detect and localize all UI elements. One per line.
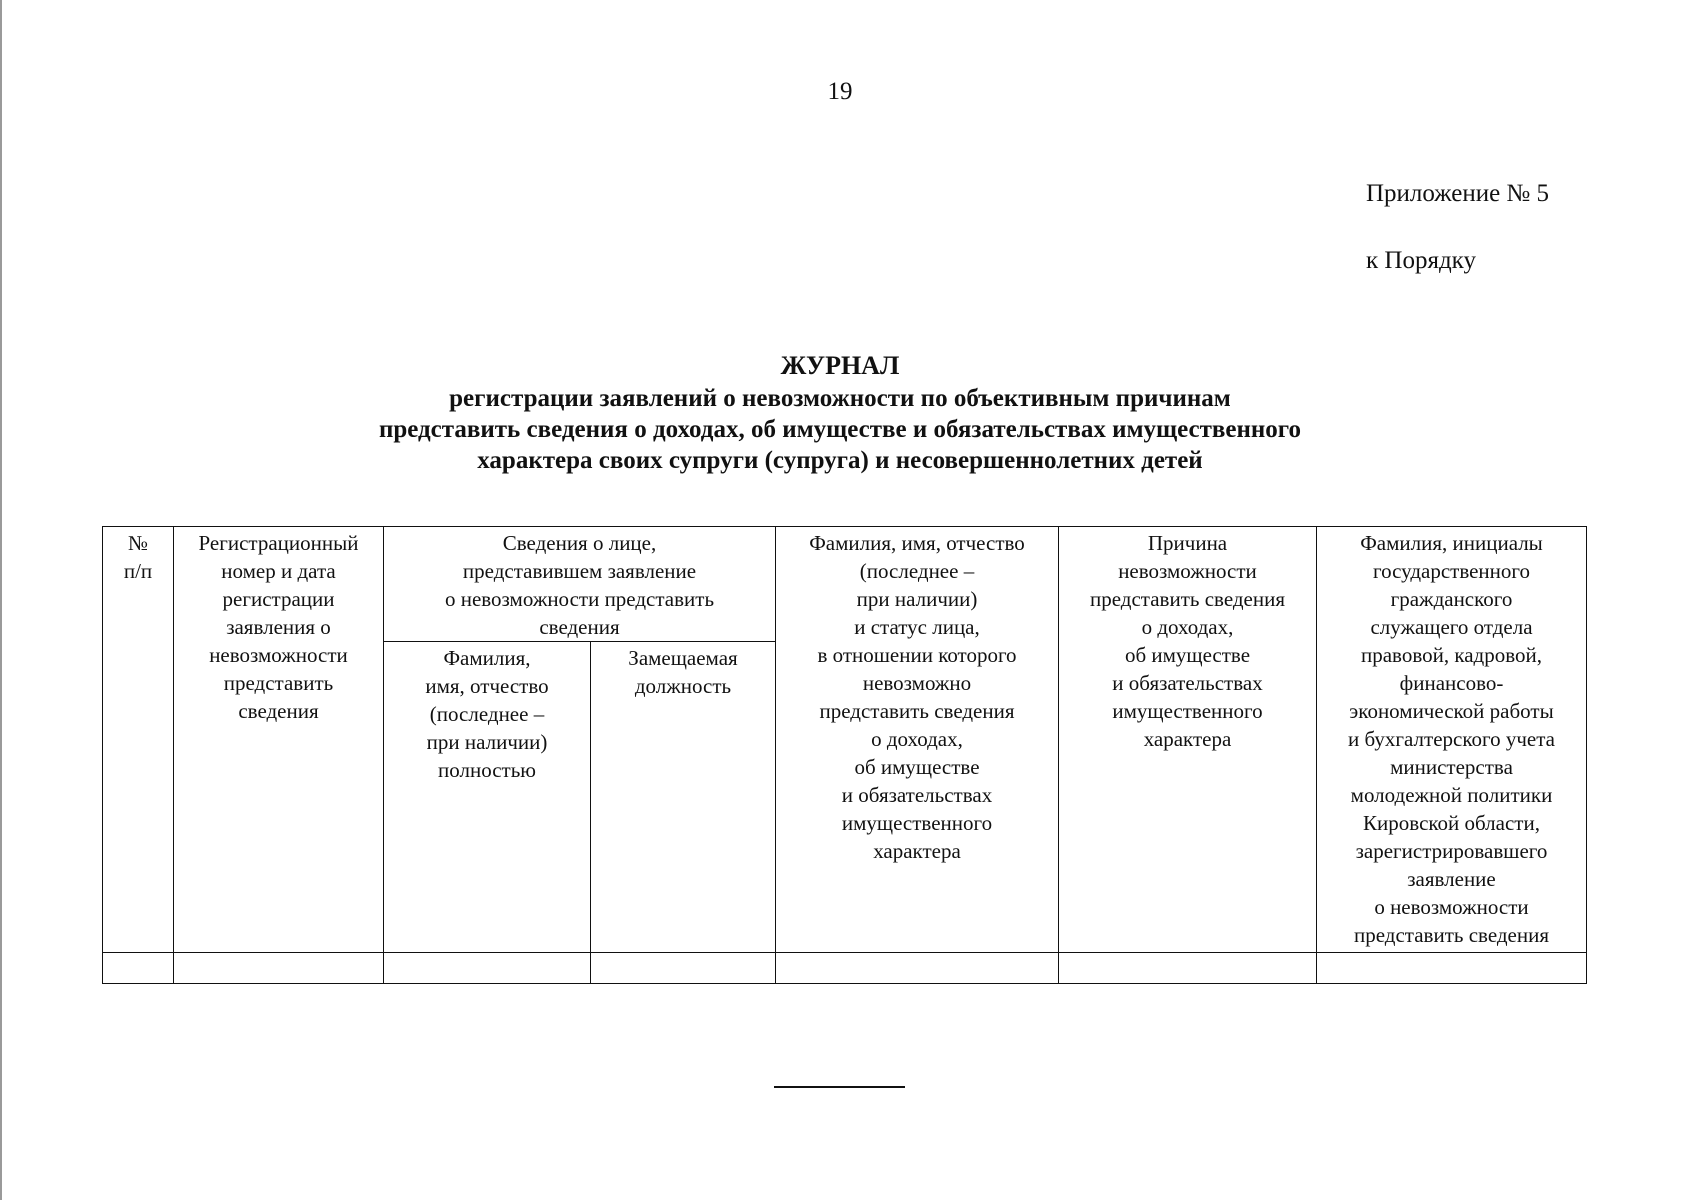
header-text-line: представить: [223, 671, 334, 695]
header-text-line: заявление: [1407, 867, 1496, 891]
header-registration: [174, 527, 384, 953]
header-registrar: [1317, 527, 1587, 953]
header-applicant-group: [384, 527, 776, 642]
header-applicant-name: [384, 642, 591, 953]
header-text-line: и обязательствах: [1112, 671, 1263, 695]
header-text-line: о невозможности: [1374, 895, 1529, 919]
header-text-line: п/п: [123, 559, 153, 583]
header-text-line: Сведения о лице,: [502, 531, 657, 555]
header-text-line: заявления о: [226, 615, 331, 639]
title-main: ЖУРНАЛ: [780, 351, 900, 380]
header-text-line: служащего отдела: [1370, 615, 1533, 639]
header-text-line: представить сведения: [819, 699, 1015, 723]
header-text-line: (последнее –: [859, 559, 975, 583]
header-text-line: характера: [1143, 727, 1232, 751]
header-number: [103, 527, 174, 953]
header-text-line: представить сведения: [1354, 923, 1549, 947]
table-cell: [1317, 953, 1587, 984]
header-text-line: номер и дата: [221, 559, 336, 583]
header-text-line: и статус лица,: [854, 615, 980, 639]
header-text-line: финансово-: [1399, 671, 1504, 695]
header-text-line: о доходах,: [871, 727, 963, 751]
header-text-line: Фамилия,: [443, 646, 531, 670]
table-cell: [776, 953, 1059, 984]
header-text-line: Кировской области,: [1363, 811, 1540, 835]
title-line-3: характера своих супруги (супруга) и несовершеннолетних детей: [477, 447, 1203, 474]
header-text-line: имущественного: [1112, 699, 1263, 723]
footer-divider: [774, 1086, 905, 1088]
header-text-line: сведения: [539, 615, 620, 639]
header-text-line: Фамилия, имя, отчество: [809, 531, 1025, 555]
header-text-line: государственного: [1372, 559, 1531, 583]
table-cell: [384, 953, 591, 984]
document-title: [0, 350, 1680, 476]
table-cell: [1059, 953, 1317, 984]
header-text-line: Причина: [1147, 531, 1228, 555]
table-row: [103, 953, 1587, 984]
header-text-line: должность: [634, 674, 732, 698]
header-text-line: молодежной политики: [1350, 783, 1553, 807]
header-text-line: невозможности: [209, 643, 348, 667]
header-text-line: в отношении которого: [817, 643, 1017, 667]
journal-table: [102, 526, 1587, 984]
header-text-line: (последнее –: [429, 702, 545, 726]
header-text-line: представившем заявление: [462, 559, 697, 583]
title-line-2: представить сведения о доходах, об имуществе и обязательствах имущественного: [378, 416, 1302, 443]
header-text-line: зарегистрировавшего: [1355, 839, 1548, 863]
header-text-line: экономической работы: [1349, 699, 1554, 723]
header-related-person: [776, 527, 1059, 953]
table-cell: [591, 953, 776, 984]
header-text-line: и бухгалтерского учета: [1348, 727, 1555, 751]
table-cell: [174, 953, 384, 984]
header-text-line: гражданского: [1390, 587, 1513, 611]
header-text-line: правовой, кадровой,: [1361, 643, 1542, 667]
header-text-line: №: [127, 531, 149, 555]
header-text-line: характера: [873, 839, 961, 863]
header-text-line: невозможно: [862, 671, 972, 695]
header-text-line: и обязательствах: [841, 783, 993, 807]
header-text-line: при наличии): [426, 730, 548, 754]
header-applicant-position: [591, 642, 776, 953]
header-text-line: при наличии): [856, 587, 978, 611]
header-text-line: регистрации: [222, 587, 335, 611]
header-text-line: имущественного: [841, 811, 993, 835]
header-text-line: Замещаемая: [628, 646, 738, 670]
header-text-line: представить сведения: [1090, 587, 1285, 611]
header-text-line: Регистрационный: [198, 531, 359, 555]
title-line-1: регистрации заявлений о невозможности по объективным причинам: [449, 385, 1231, 412]
header-text-line: невозможности: [1118, 559, 1257, 583]
appendix-reference: к Порядку: [1366, 247, 1476, 274]
header-text-line: министерства: [1390, 755, 1513, 779]
page-left-edge: [0, 0, 2, 1200]
header-text-line: об имуществе: [1124, 643, 1251, 667]
header-text-line: полностью: [438, 758, 536, 782]
header-text-line: об имуществе: [854, 755, 980, 779]
appendix-label: Приложение № 5: [1366, 180, 1550, 207]
header-text-line: о доходах,: [1141, 615, 1234, 639]
header-text-line: имя, отчество: [425, 674, 549, 698]
table-cell: [103, 953, 174, 984]
header-text-line: о невозможности представить: [444, 587, 715, 611]
header-text-line: Фамилия, инициалы: [1360, 531, 1543, 555]
page-number: 19: [827, 78, 853, 105]
header-text-line: сведения: [238, 699, 319, 723]
header-reason: [1059, 527, 1317, 953]
